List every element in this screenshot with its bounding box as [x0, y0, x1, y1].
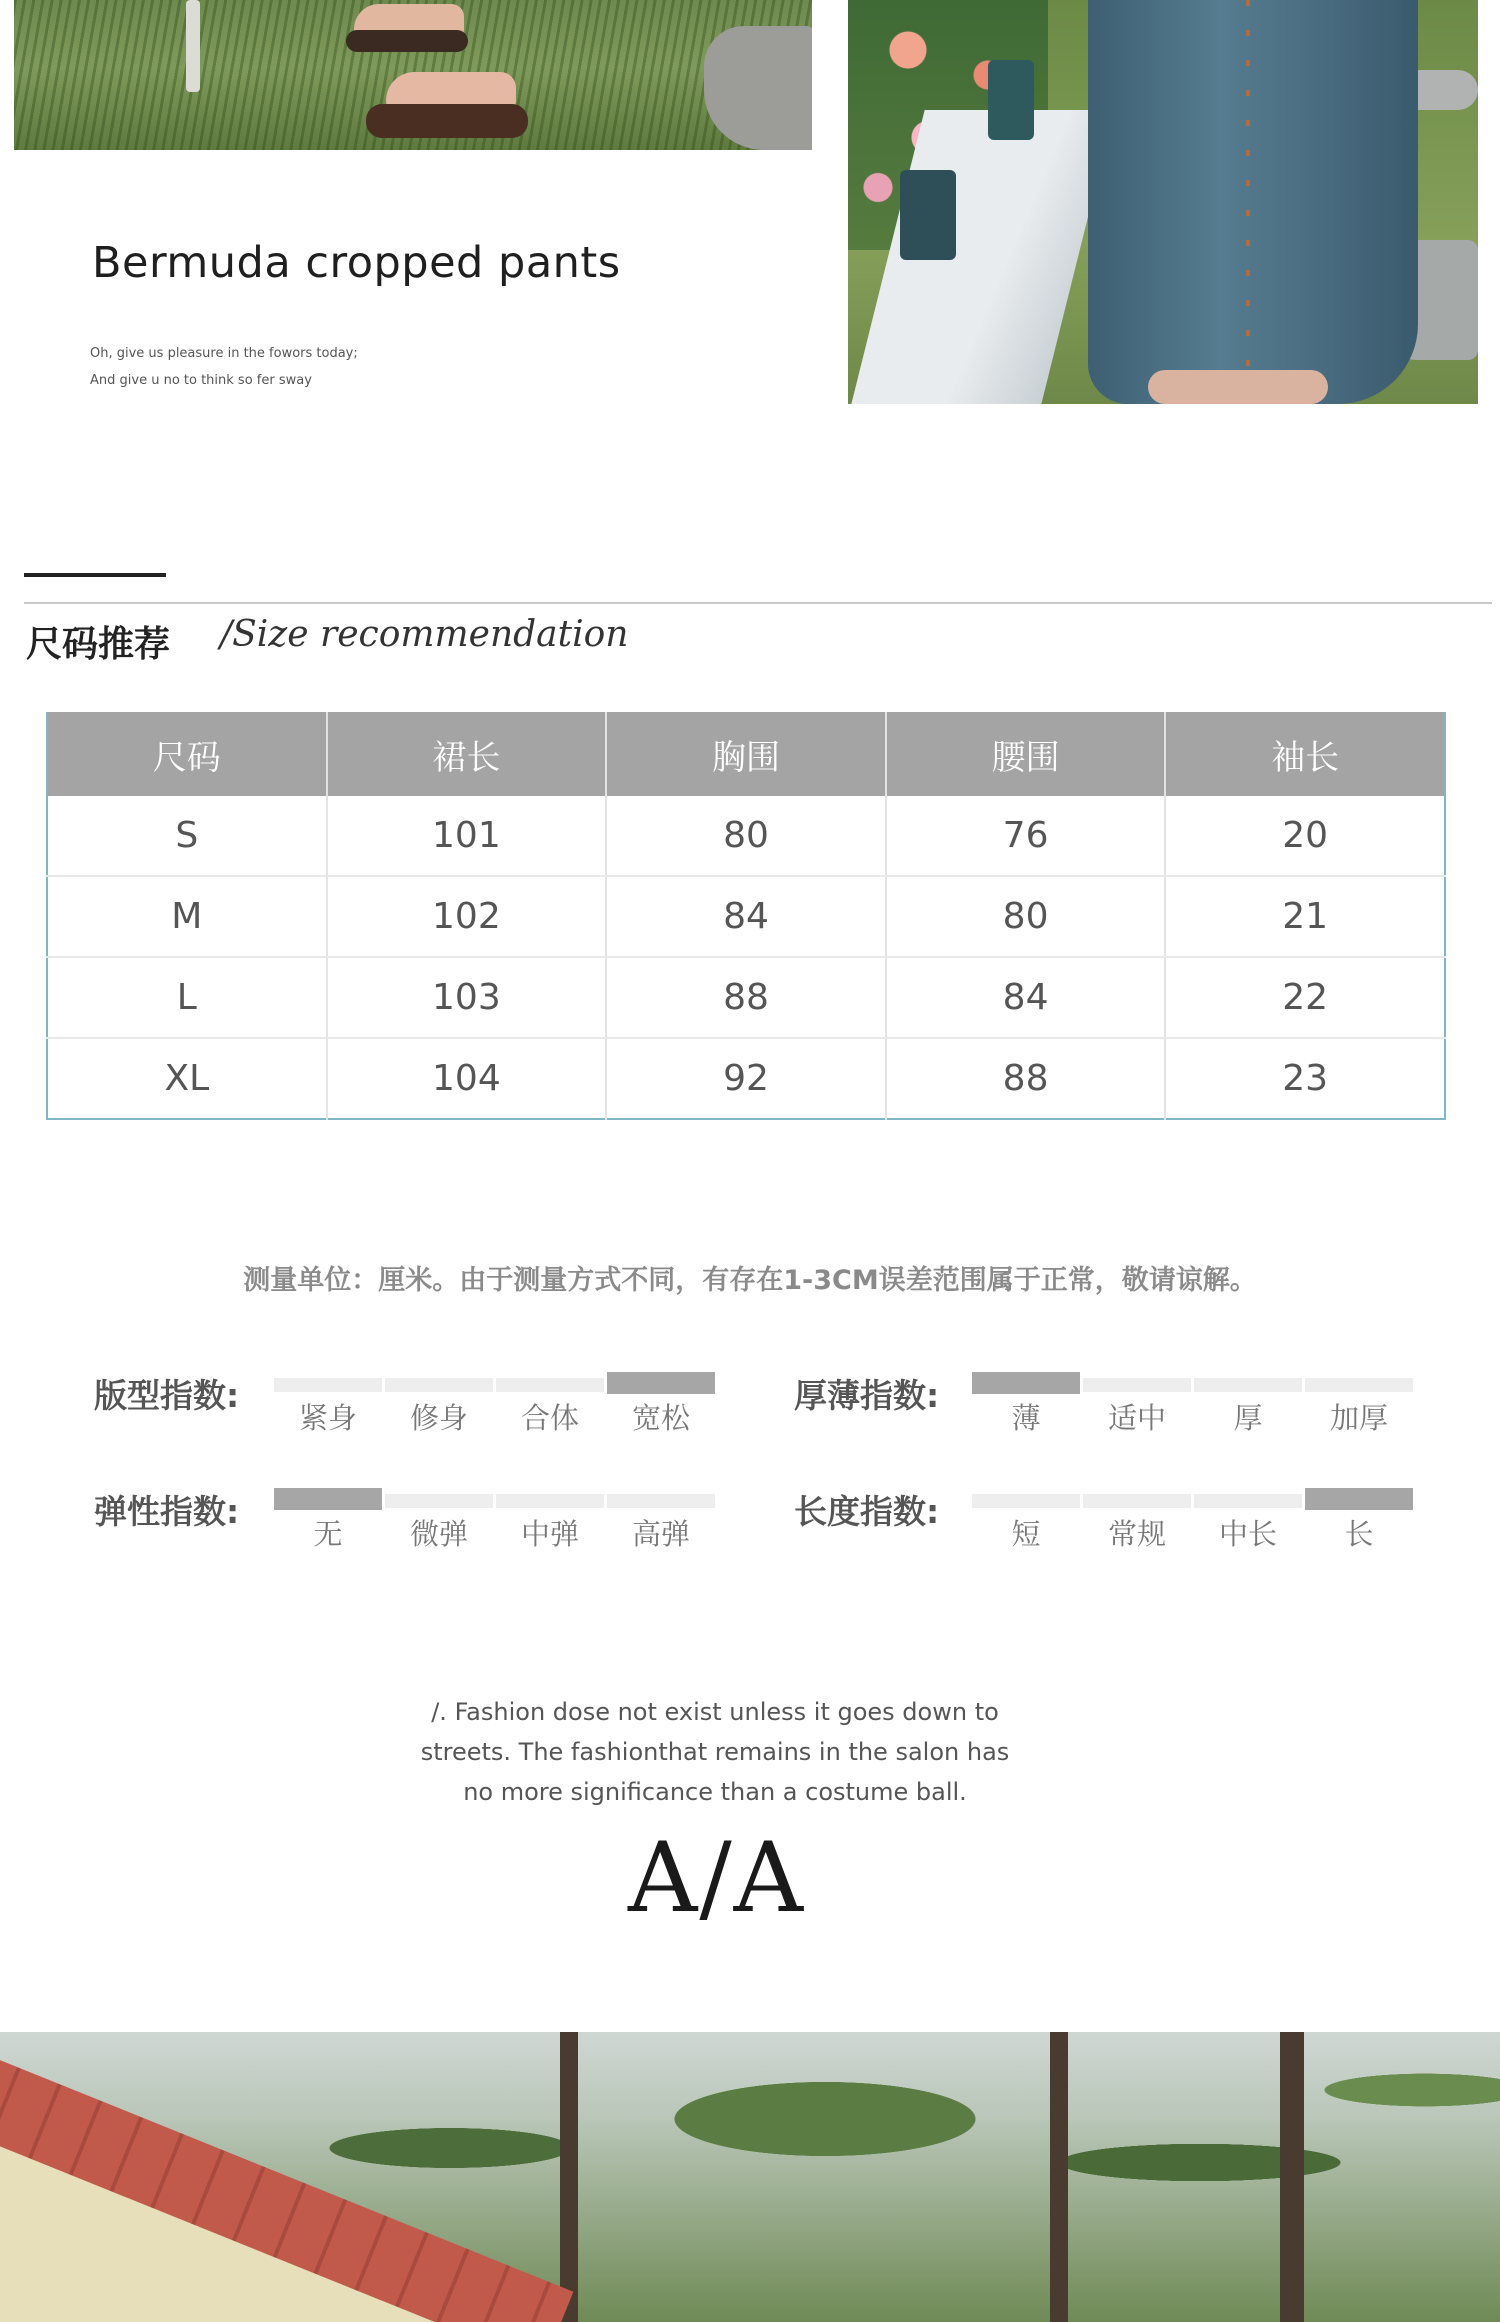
index-option: 短: [1011, 1517, 1041, 1551]
intro-line-2: And give u no to think so fer sway: [90, 373, 312, 388]
index-bar: [972, 1494, 1080, 1508]
length-index-label: 长度指数:: [794, 1492, 940, 1531]
header-sleeve: 袖长: [1165, 712, 1445, 796]
index-option: 无: [313, 1517, 343, 1551]
table-cell: 101: [327, 796, 607, 876]
index-bar: [1083, 1378, 1191, 1392]
elasticity-index: [94, 1486, 734, 1566]
header-bust: 胸围: [606, 712, 886, 796]
quote-line-1: /. Fashion dose not exist unless it goes down to: [431, 1698, 999, 1726]
table-cell: 104: [327, 1038, 607, 1119]
brand-logo: A/A: [628, 1822, 805, 1934]
index-option: 宽松: [631, 1401, 690, 1435]
photo-house-trees: [0, 2032, 1500, 2322]
index-option: 常规: [1107, 1517, 1166, 1551]
table-cell: 88: [886, 1038, 1166, 1119]
table-row: [47, 957, 1445, 1038]
measurement-note: 测量单位：厘米。由于测量方式不同，有存在1-3CM误差范围属于正常，敬请谅解。: [243, 1265, 1257, 1296]
section-accent-line: [24, 573, 166, 577]
table-cell: M: [47, 876, 327, 957]
index-bar: [496, 1378, 604, 1392]
index-option: 加厚: [1329, 1401, 1388, 1435]
quote-line-2: streets. The fashionthat remains in the salon has: [420, 1738, 1010, 1766]
index-option: 适中: [1107, 1401, 1166, 1435]
header-skirt-length: 裙长: [327, 712, 607, 796]
table-cell: L: [47, 957, 327, 1038]
table-header-row: [47, 712, 1445, 796]
fit-index: [94, 1370, 734, 1450]
header-size: 尺码: [47, 712, 327, 796]
index-bar: [385, 1494, 493, 1508]
index-bar: [607, 1372, 715, 1394]
table-cell: 88: [606, 957, 886, 1038]
index-option: 长: [1344, 1517, 1374, 1551]
table-cell: S: [47, 796, 327, 876]
index-bar: [1194, 1494, 1302, 1508]
table-cell: 80: [886, 876, 1166, 957]
table-cell: 76: [886, 796, 1166, 876]
index-option: 薄: [1011, 1401, 1041, 1435]
length-index: [794, 1486, 1434, 1566]
table-cell: 23: [1282, 1058, 1329, 1099]
index-bar: [1305, 1488, 1413, 1510]
size-table: [46, 712, 1446, 1120]
section-title-cn: 尺码推荐: [26, 624, 171, 665]
table-cell: XL: [47, 1038, 327, 1119]
table-cell: 21: [1165, 876, 1445, 957]
photo-feet-sandals: [14, 0, 812, 150]
table-cell: 20: [1165, 796, 1445, 876]
table-cell: 103: [327, 957, 607, 1038]
elasticity-index-label: 弹性指数:: [94, 1492, 240, 1531]
thickness-index: [794, 1370, 1434, 1450]
index-option: 高弹: [631, 1517, 690, 1551]
index-bar: [274, 1378, 382, 1392]
index-bar: [607, 1494, 715, 1508]
index-bar: [1305, 1378, 1413, 1392]
index-bar: [972, 1372, 1080, 1394]
table-cell: 22: [1165, 957, 1445, 1038]
table-cell: 92: [606, 1038, 886, 1119]
section-divider: [24, 602, 1492, 604]
intro-line-1: Oh, give us pleasure in the fowors today;: [90, 346, 358, 361]
header-waist: 腰围: [886, 712, 1166, 796]
quote-line-3: no more significance than a costume ball.: [463, 1778, 967, 1806]
fashion-quote: [350, 1692, 1080, 1812]
table-row: [47, 876, 1445, 957]
table-cell: 84: [606, 876, 886, 957]
fit-index-label: 版型指数:: [94, 1376, 240, 1415]
table-cell: 80: [606, 796, 886, 876]
index-bar: [1083, 1494, 1191, 1508]
index-option: 修身: [409, 1401, 468, 1435]
index-bar: [385, 1378, 493, 1392]
index-option: 中长: [1218, 1517, 1277, 1551]
index-bar: [1194, 1378, 1302, 1392]
index-option: 厚: [1233, 1401, 1263, 1435]
table-row: [47, 796, 1445, 876]
index-option: 合体: [520, 1401, 579, 1435]
index-bar: [496, 1494, 604, 1508]
section-title-en: /Size recommendation: [220, 614, 629, 655]
index-option: 中弹: [520, 1517, 579, 1551]
index-bar: [274, 1488, 382, 1510]
intro-title: Bermuda cropped pants: [92, 238, 621, 288]
table-cell: 84: [886, 957, 1166, 1038]
index-option: 紧身: [298, 1401, 357, 1435]
thickness-index-label: 厚薄指数:: [794, 1376, 940, 1415]
table-cell: 102: [327, 876, 607, 957]
photo-denim-skirt: [848, 0, 1478, 404]
index-option: 微弹: [409, 1517, 468, 1551]
table-row: [47, 1038, 1445, 1119]
